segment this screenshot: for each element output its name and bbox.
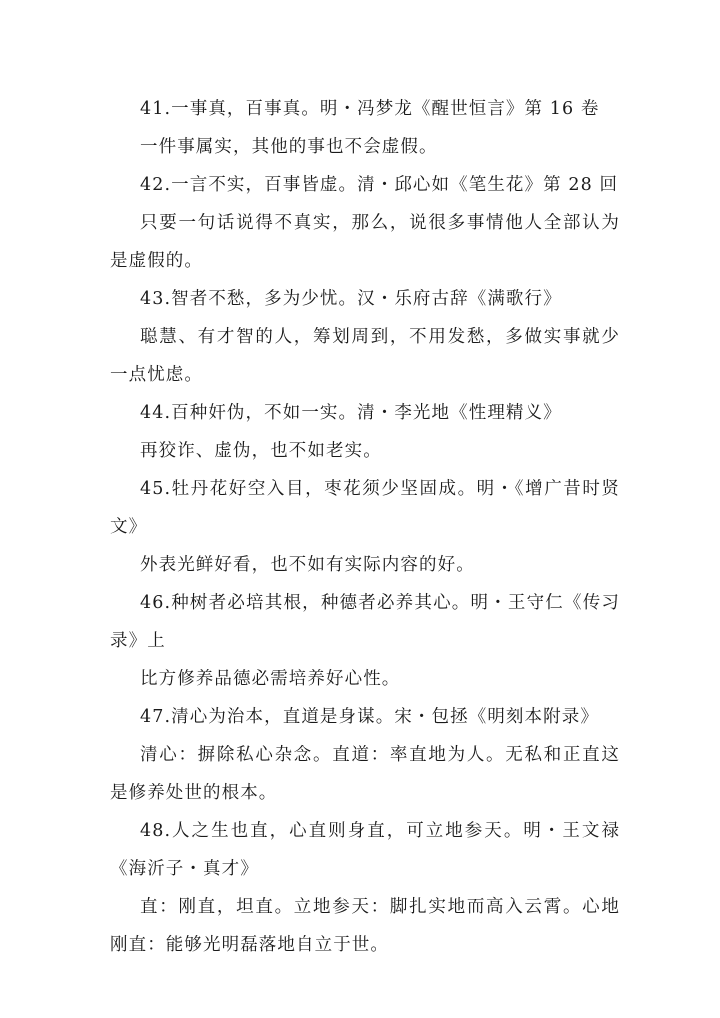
- document-page: [110, 90, 620, 964]
- entry-42-quote: 42.一言不实，百事皆虚。清・邱心如《笔生花》第 28 回: [140, 175, 619, 195]
- entry-43-explanation: 聪慧、有才智的人，筹划周到，不用发愁，多做实事就少一点忧虑。: [110, 327, 620, 385]
- entry-45-explanation: 外表光鲜好看，也不如有实际内容的好。: [140, 555, 475, 575]
- entry-41-explanation: 一件事属实，其他的事也不会虚假。: [140, 137, 438, 157]
- entry-43-quote: 43.智者不愁，多为少忧。汉・乐府古辞《满歌行》: [140, 289, 562, 309]
- entry-47-quote: 47.清心为治本，直道是身谋。宋・包拯《明刻本附录》: [140, 707, 599, 727]
- entry-46-quote: 46.种树者必培其根，种德者必养其心。明・王守仁《传习录》上: [110, 593, 620, 651]
- entry-48-explanation: 直：刚直，坦直。立地参天：脚扎实地而高入云霄。心地刚直：能够光明磊落地自立于世。: [110, 897, 620, 955]
- entry-45-quote: 45.牡丹花好空入目，枣花须少坚固成。明・《增广昔时贤文》: [110, 479, 620, 537]
- entry-44-explanation: 再狡诈、虚伪，也不如老实。: [140, 441, 382, 461]
- entry-48-quote: 48.人之生也直，心直则身直，可立地参天。明・王文禄《海沂子・真才》: [110, 821, 620, 879]
- entry-47-explanation: 清心：摒除私心杂念。直道：率直地为人。无私和正直这是修养处世的根本。: [110, 745, 620, 803]
- entry-42-explanation: 只要一句话说得不真实，那么，说很多事情他人全部认为是虚假的。: [110, 213, 620, 271]
- entry-44-quote: 44.百种奸伪，不如一实。清・李光地《性理精义》: [140, 403, 562, 423]
- entry-41-quote: 41.一事真，百事真。明・冯梦龙《醒世恒言》第 16 卷: [140, 99, 600, 119]
- entry-46-explanation: 比方修养品德必需培养好心性。: [140, 669, 401, 689]
